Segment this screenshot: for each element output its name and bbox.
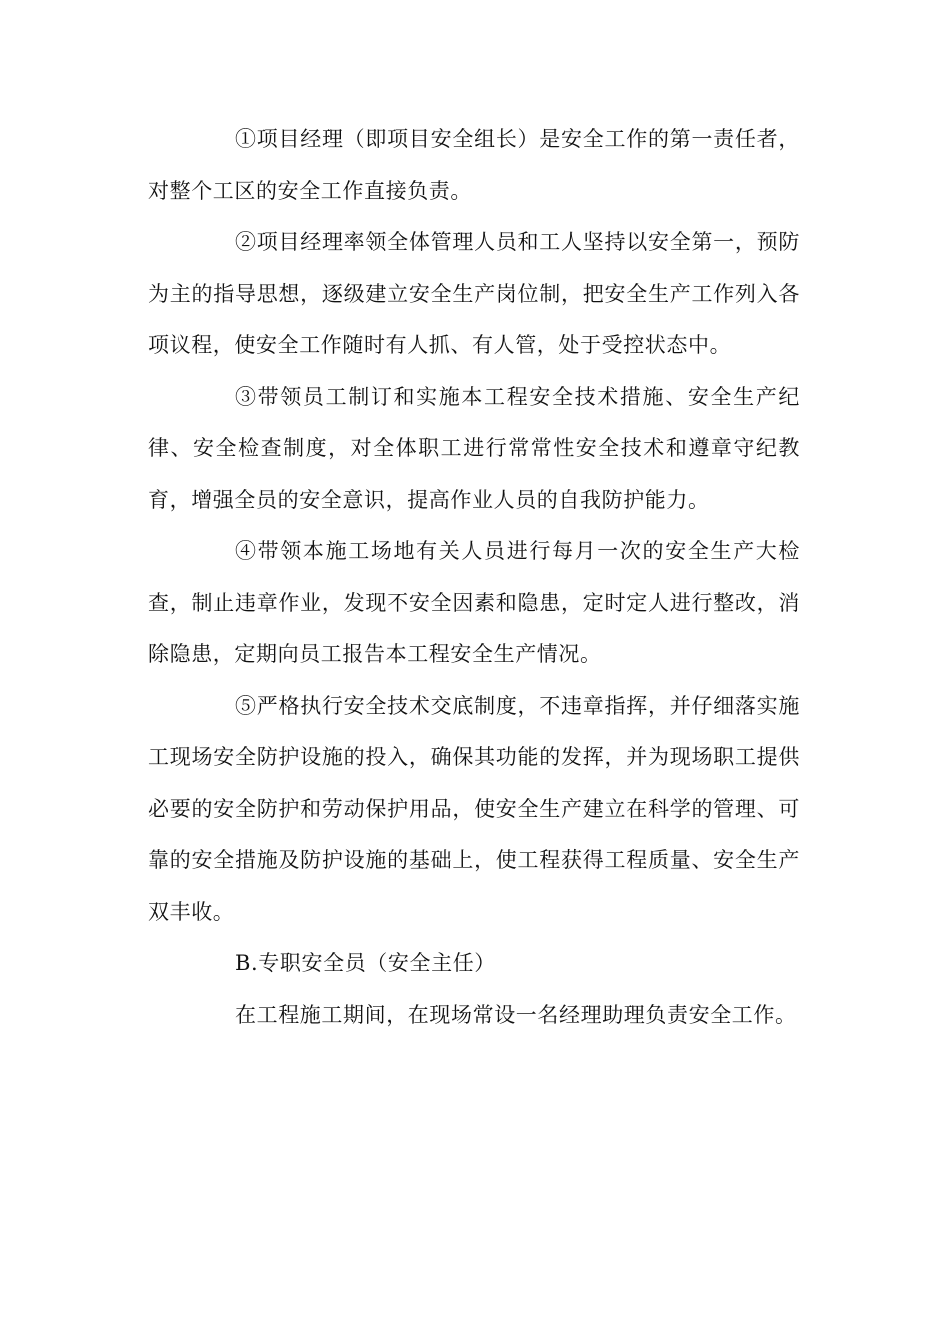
document-body [148,114,800,1041]
paragraph-5: ⑤严格执行安全技术交底制度，不违章指挥，并仔细落实施工现场安全防护设施的投入，确保其功能的发挥，并为现场职工提供必要的安全防护和劳动保护用品，使安全生产建立在科学的管理、可靠的安全措施及防护设施的基础上，使工程获得工程质量、安全生产双丰收。 [148,693,800,924]
paragraph-2: ②项目经理率领全体管理人员和工人坚持以安全第一，预防为主的指导思想，逐级建立安全生产岗位制，把安全生产工作列入各项议程，使安全工作随时有人抓、有人管，处于受控状态中。 [148,230,800,357]
paragraph-3: ③带领员工制订和实施本工程安全技术措施、安全生产纪律、安全检查制度，对全体职工进行常常性安全技术和遵章守纪教育，增强全员的安全意识，提高作业人员的自我防护能力。 [148,384,800,512]
section-heading: B.专职安全员（安全主任） [235,951,496,975]
paragraph-4: ④带领本施工场地有关人员进行每月一次的安全生产大检查，制止违章作业，发现不安全因素和隐患，定时定人进行整改，消除隐患，定期向员工报告本工程安全生产情况。 [148,539,800,666]
paragraph-1: ①项目经理（即项目安全组长）是安全工作的第一责任者，对整个工区的安全工作直接负责。 [148,127,800,203]
closing-paragraph: 在工程施工期间，在现场常设一名经理助理负责安全工作。 [235,1002,797,1027]
